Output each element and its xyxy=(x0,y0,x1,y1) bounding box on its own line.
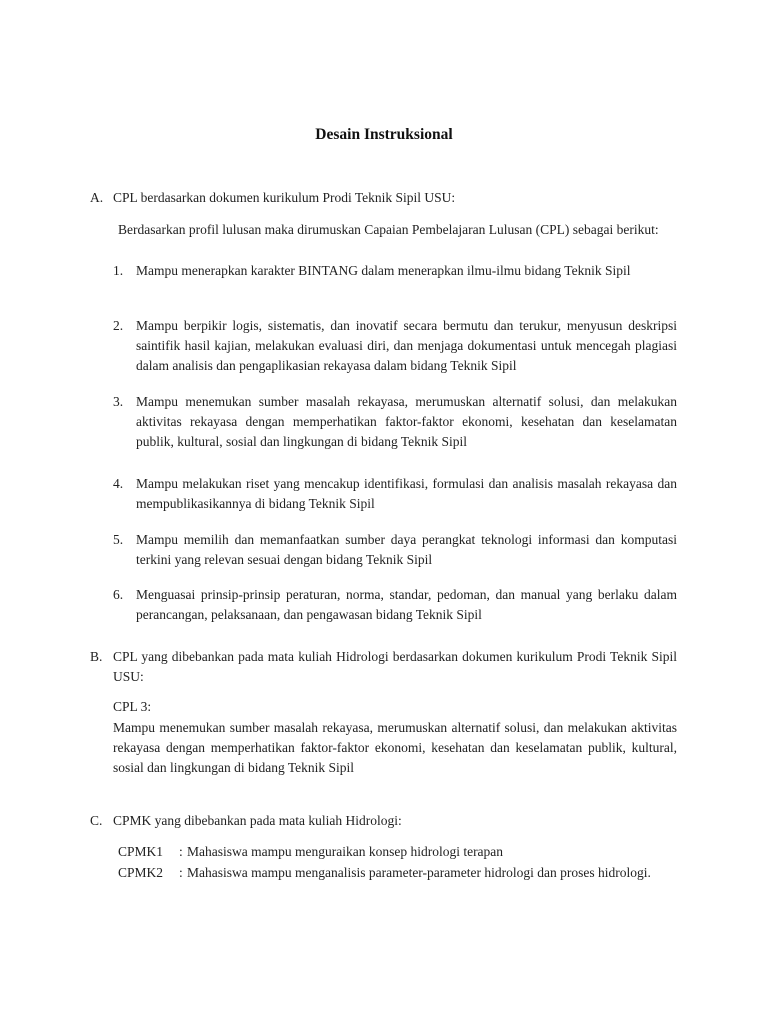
section-c-letter: C. xyxy=(90,813,103,828)
cpmk2-text: Mahasiswa mampu menganalisis parameter-parameter hidrologi dan proses hidrologi. xyxy=(187,865,651,880)
cpmk2-code: CPMK2 xyxy=(118,865,164,880)
cpmk2-colon: : xyxy=(179,865,183,880)
cpl-item-1-text: Mampu menerapkan karakter BINTANG dalam menerapkan ilmu-ilmu bidang Teknik Sipil xyxy=(136,263,631,278)
cpmk1-text: Mahasiswa mampu menguraikan konsep hidrologi terapan xyxy=(187,844,504,859)
section-c-heading: CPMK yang dibebankan pada mata kuliah Hidrologi: xyxy=(113,813,402,828)
section-a-letter: A. xyxy=(90,190,104,205)
document-title: Desain Instruksional xyxy=(315,126,453,143)
cpl-item-5-number: 5. xyxy=(113,532,124,547)
cpl-item-3-number: 3. xyxy=(113,394,124,409)
cpl-item-6-text: Menguasai prinsip-prinsip peraturan, norma, standar, pedoman, dan manual yang berlaku dalam perancangan, pelaksanaan, dan pengawasan bidang Teknik Sipil xyxy=(136,587,677,622)
section-a-intro: Berdasarkan profil lulusan maka dirumuskan Capaian Pembelajaran Lulusan (CPL) sebagai berikut: xyxy=(118,222,659,237)
cpl-item-2-number: 2. xyxy=(113,318,124,333)
cpmk1-code: CPMK1 xyxy=(118,844,164,859)
cpl-item-1-number: 1. xyxy=(113,263,124,278)
cpl-item-4-text: Mampu melakukan riset yang mencakup identifikasi, formulasi dan analisis masalah rekayasa dan mempublikasikannya di bidang Teknik Sipil xyxy=(136,476,677,511)
cpl-3-label: CPL 3: xyxy=(113,699,152,714)
cpmk1-colon: : xyxy=(179,844,183,859)
cpl-item-3-text: Mampu menemukan sumber masalah rekayasa, merumuskan alternatif solusi, dan melakukan aktivitas rekayasa dengan memperhatikan faktor-faktor ekonomi, kesehatan dan keselamatan publik, kultural, sosial dan lingkungan di bidang Teknik Sipil xyxy=(136,394,677,449)
section-a-heading: CPL berdasarkan dokumen kurikulum Prodi Teknik Sipil USU: xyxy=(113,190,456,205)
section-b-heading: CPL yang dibebankan pada mata kuliah Hidrologi berdasarkan dokumen kurikulum Prodi Teknik Sipil USU: xyxy=(113,649,677,684)
cpl-3-text: Mampu menemukan sumber masalah rekayasa, merumuskan alternatif solusi, dan melakukan aktivitas rekayasa dengan memperhatikan faktor-faktor ekonomi, kesehatan dan keselamatan publik, kultural, sosial dan lingkungan di bidang Teknik Sipil xyxy=(113,720,677,775)
section-b-letter: B. xyxy=(90,649,103,664)
cpl-item-5-text: Mampu memilih dan memanfaatkan sumber daya perangkat teknologi informasi dan komputasi terkini yang relevan sesuai dengan bidang Teknik Sipil xyxy=(136,532,677,567)
cpl-item-4-number: 4. xyxy=(113,476,124,491)
cpl-item-2-text: Mampu berpikir logis, sistematis, dan inovatif secara bermutu dan terukur, menyusun deskripsi saintifik hasil kajian, melakukan evaluasi diri, dan menjaga dokumentasi untuk mencegah plagiasi dalam analisis dan pengaplikasian rekayasa dalam bidang Teknik Sipil xyxy=(136,318,677,373)
cpl-item-6-number: 6. xyxy=(113,587,124,602)
